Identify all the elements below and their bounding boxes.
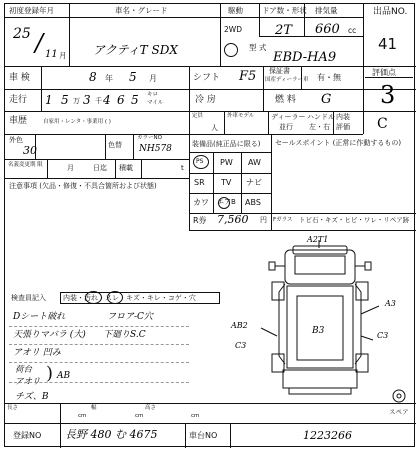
mileage-unit-mile: マイル <box>147 100 164 106</box>
rule <box>189 230 416 231</box>
interior-sub: 評価 <box>336 123 350 131</box>
diagram-wheel-rr <box>356 354 368 372</box>
note-text: 下廻りS.C <box>103 330 146 340</box>
recycle-unit: 円 <box>260 216 267 224</box>
load-unit: t <box>181 164 184 172</box>
rule <box>5 111 416 112</box>
inspection-label: 車 検 <box>9 73 30 83</box>
note-text: 天張りマバラ (大) <box>13 330 86 340</box>
length-label: 長さ <box>7 405 19 411</box>
spare-label: スペア <box>389 408 409 416</box>
drive-value: 2WD <box>224 25 242 34</box>
width-label: 幅 <box>91 405 97 411</box>
model-code-value: EBD-HA9 <box>273 50 337 65</box>
first-registration-year: 25 <box>13 26 31 42</box>
equipment-leather: カワ <box>193 198 209 207</box>
equipment-tv: TV <box>221 178 232 187</box>
diagram-leader <box>361 336 373 340</box>
equipment-sr: SR <box>194 178 205 187</box>
diagram-mark-c3-right: C3 <box>377 331 389 340</box>
mileage-thousand-mark: 千 <box>95 97 102 105</box>
color-value: 30 <box>23 144 37 157</box>
note-text: アオリ <box>15 377 41 387</box>
rule <box>268 111 269 134</box>
auction-sheet <box>4 3 415 447</box>
lot-value: 41 <box>378 35 398 53</box>
rule <box>271 134 272 230</box>
rule <box>213 152 214 213</box>
rule <box>259 4 260 36</box>
model-label: 車名・グレード <box>115 6 168 15</box>
score-value: 3 <box>380 81 396 109</box>
chassis-label: 車台NO <box>189 431 218 440</box>
rule <box>241 152 242 213</box>
rule <box>5 66 416 67</box>
rule <box>47 159 48 178</box>
diagram-wheel-fr <box>356 282 368 300</box>
shift-value: F5 <box>239 69 257 84</box>
diagram-mark-ab2: AB2 <box>231 321 248 330</box>
note-text: フロア-C穴 <box>107 312 153 322</box>
mileage-digit: 4 <box>103 93 111 107</box>
first-registration-slash: / <box>35 29 44 57</box>
ownership-label: 名義変更期 限 <box>8 162 43 168</box>
shift-label: シフト <box>193 73 221 83</box>
capacity-label: 定員 <box>192 113 204 119</box>
doors-value: 2T <box>275 23 292 38</box>
color-model-label: 外車モデル <box>227 113 255 119</box>
history-label: 車歴 <box>9 116 28 126</box>
diagram-wheel-fl <box>272 282 284 300</box>
inspection-month-unit: 月 <box>149 74 157 83</box>
warranty-sub: 国産ディーラー車 <box>265 77 309 83</box>
model-code-label: 型 式 <box>249 43 267 52</box>
inspection-year: 8 <box>89 70 97 84</box>
tag-dirt-circle <box>85 291 102 304</box>
diagram-mark-c3-left: C3 <box>235 341 247 350</box>
spare-tire-icon <box>393 390 405 402</box>
rule <box>5 134 363 135</box>
rule <box>5 423 416 424</box>
interior-value: C <box>377 116 388 132</box>
rule <box>189 66 190 230</box>
interior-label: 内装 <box>336 113 350 121</box>
diagram-mark-a2t1: A2T1 <box>307 235 329 244</box>
rule <box>220 4 221 66</box>
mileage-label: 走行 <box>9 95 28 105</box>
warranty-label: 保証書 <box>269 67 290 75</box>
height-label: 高さ <box>145 405 157 411</box>
mileage-digit: 1 <box>45 93 53 107</box>
note-text: AB <box>57 371 71 381</box>
note-text: Dシート破れ <box>13 312 66 322</box>
glass-label: Fガラス <box>273 217 293 223</box>
first-registration-month: 11 <box>45 49 58 60</box>
diagram-leader <box>261 328 277 336</box>
mileage-digits <box>43 90 143 110</box>
score-label: 評価点 <box>372 68 396 77</box>
ownership-month-unit: 月 <box>67 164 74 172</box>
load-label: 積載 <box>119 164 133 172</box>
rule <box>189 173 271 174</box>
note-bracket: ) <box>46 363 54 384</box>
note-line <box>9 326 189 327</box>
note-line <box>9 362 189 363</box>
diagram-mark-a3: A3 <box>385 299 396 308</box>
mileage-digit: 3 <box>83 93 91 107</box>
rule <box>185 423 186 448</box>
rule <box>69 4 70 66</box>
mileage-digit: 5 <box>61 93 69 107</box>
mileage-unit-km: キロ <box>147 92 159 98</box>
capacity-unit: 人 <box>211 124 218 132</box>
rule <box>141 159 142 178</box>
rule <box>363 111 364 134</box>
spare-tire-hub <box>397 394 401 398</box>
warranty-value: 有・無 <box>317 73 341 82</box>
displacement-value: 660 <box>315 22 340 37</box>
displacement-label: 排気量 <box>315 6 338 15</box>
drive-label: 駆動 <box>228 6 243 15</box>
handle-value: 左・右 <box>309 123 330 131</box>
diagram-windshield <box>295 256 345 274</box>
note-line <box>9 344 189 345</box>
rule <box>263 89 264 111</box>
tag-scuff-circle <box>107 291 123 304</box>
rule <box>105 134 106 159</box>
diagram-rear-gate <box>283 370 357 388</box>
drive-4wd-mark <box>224 43 238 57</box>
diagram-mirror-left <box>269 262 275 270</box>
aircon-label: 冷 房 <box>195 95 216 105</box>
notes-label: 注意事項 (欠品・修復・不具合箇所および状態) <box>9 182 157 190</box>
color-label: 外色 <box>9 136 23 144</box>
rule <box>189 193 271 194</box>
diagram-wheel-rl <box>272 354 284 372</box>
color-no-label: カラーNO <box>137 135 162 141</box>
rule <box>5 159 189 160</box>
vehicle-diagram <box>249 236 409 416</box>
note-text: 荷台 <box>15 365 33 375</box>
height-unit: cm <box>191 413 200 419</box>
first-registration-label: 初度登録年月 <box>9 6 54 15</box>
inspection-month: 5 <box>129 70 137 84</box>
displacement-unit: cc <box>348 26 357 35</box>
fuel-value: G <box>321 92 332 107</box>
chassis-value: 1223266 <box>303 429 352 442</box>
rule <box>115 159 116 178</box>
mileage-digit: 5 <box>131 93 139 107</box>
equipment-label: 装備品(純正品に限る) <box>192 140 261 148</box>
dealer-label: ディーラー <box>271 113 306 121</box>
rule <box>41 66 42 111</box>
color-no-value: NH578 <box>139 144 172 154</box>
history-options: 自家用・レンタ・事業用 ( ) <box>43 119 111 125</box>
glass-items: トビ石・キズ・ヒビ・ワレ・リペア跡 <box>299 216 410 224</box>
diagram-leader <box>361 306 379 314</box>
first-registration-month-unit: 月 <box>59 51 67 60</box>
equipment-aw: AW <box>248 158 261 167</box>
diagram-rear-bumper <box>289 388 351 394</box>
registration-label: 登録NO <box>13 431 42 440</box>
rule <box>5 178 189 179</box>
note-text: アオリ 凹み <box>13 348 61 358</box>
rule <box>5 17 363 18</box>
rule <box>224 111 225 134</box>
equipment-abs: ABS <box>245 198 261 207</box>
recycle-label: R券 <box>193 216 207 225</box>
ownership-day-label: 日迄 <box>93 164 107 172</box>
diagram-mark-b3: B3 <box>312 326 325 336</box>
note-text: チズ、B <box>15 392 49 402</box>
mileage-ten-thousand-mark: 万 <box>73 97 80 105</box>
model-value: アクティT SDX <box>93 43 178 57</box>
handle-label: ハンドル <box>307 113 335 121</box>
width-unit: cm <box>135 413 144 419</box>
rule <box>60 403 61 448</box>
rule <box>263 66 264 89</box>
rule <box>189 152 271 153</box>
inspection-year-unit: 年 <box>105 74 113 83</box>
dealer-sub: 並行 <box>279 123 293 131</box>
fuel-label: 燃 料 <box>275 95 296 105</box>
registration-value: 長野 480 む 4675 <box>65 428 158 441</box>
equipment-pw: PW <box>220 158 233 167</box>
length-unit: cm <box>78 413 87 419</box>
lot-label: 出品NO. <box>373 7 408 17</box>
doors-label: ドア数・形状 <box>262 6 307 15</box>
rule <box>133 134 134 159</box>
rule <box>230 423 231 448</box>
inspector-tags: 内装・汚れ・スレ・キズ・キレ・コゲ・穴 <box>63 294 196 302</box>
equipment-airbag: エアB <box>217 198 236 206</box>
sales-point-label: セールスポイント (正常に作動するもの) <box>275 139 402 147</box>
equipment-navi: ナビ <box>246 178 262 187</box>
diagram-mirror-right <box>365 262 371 270</box>
equipment-ps: PS <box>196 158 204 165</box>
recycle-value: 7,560 <box>217 213 249 226</box>
inspector-label: 検査員記入 <box>11 294 46 302</box>
mileage-digit: 6 <box>117 93 125 107</box>
color-change-label: 色替 <box>108 141 122 149</box>
